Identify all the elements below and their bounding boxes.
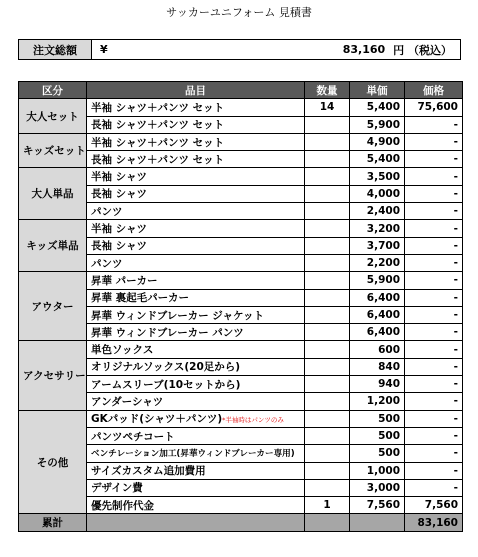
price-cell: 4,900 [350, 133, 405, 150]
qty-cell [305, 445, 350, 462]
price-cell: 940 [350, 376, 405, 393]
subtotal-label: 累計 [19, 514, 87, 531]
amount-cell: - [405, 220, 463, 237]
item-name: 半袖 シャツ [91, 223, 147, 236]
item-name: 半袖 シャツ＋パンツ セット [91, 136, 225, 149]
item-cell [87, 116, 305, 133]
price-cell: 7,560 [350, 497, 405, 514]
currency-symbol: ¥ [100, 43, 108, 56]
price-cell: 3,200 [350, 220, 405, 237]
price-cell: 5,900 [350, 116, 405, 133]
table-row [19, 341, 463, 358]
item-name: GKパッド(シャツ＋パンツ) [91, 413, 223, 426]
item-name: 昇華 ウィンドブレーカー パンツ [91, 326, 244, 339]
amount-cell: - [405, 358, 463, 375]
qty-cell [305, 427, 350, 444]
qty-cell [305, 272, 350, 289]
price-cell: 3,500 [350, 168, 405, 185]
amount-cell: - [405, 479, 463, 496]
qty-cell [305, 324, 350, 341]
amount-cell: - [405, 341, 463, 358]
order-total-amount: 83,160 [342, 43, 386, 56]
item-name: 長袖 シャツ [91, 240, 147, 253]
qty-cell [305, 185, 350, 202]
subtotal-spacer [350, 514, 405, 531]
category-cell: アクセサリー [19, 341, 87, 410]
order-total-value [92, 40, 460, 59]
price-cell: 6,400 [350, 306, 405, 323]
item-cell [87, 462, 305, 479]
category-cell: キッズ単品 [19, 220, 87, 272]
item-name: 半袖 シャツ [91, 171, 147, 184]
amount-cell: - [405, 324, 463, 341]
item-name: 長袖 シャツ [91, 188, 147, 201]
item-cell [87, 133, 305, 150]
amount-cell: - [405, 410, 463, 427]
qty-cell: 1 [305, 497, 350, 514]
table-row [19, 99, 463, 116]
price-cell: 4,000 [350, 185, 405, 202]
qty-cell [305, 393, 350, 410]
order-total-label: 注文総額 [19, 40, 92, 59]
price-cell: 6,400 [350, 324, 405, 341]
item-cell [87, 185, 305, 202]
price-cell: 5,900 [350, 272, 405, 289]
amount-cell: - [405, 185, 463, 202]
item-name: 半袖 シャツ＋パンツ セット [91, 101, 225, 114]
category-cell: 大人単品 [19, 168, 87, 220]
amount-cell: - [405, 289, 463, 306]
item-cell [87, 393, 305, 410]
price-cell: 1,200 [350, 393, 405, 410]
qty-cell [305, 168, 350, 185]
amount-cell: - [405, 133, 463, 150]
amount-cell: - [405, 272, 463, 289]
item-cell [87, 479, 305, 496]
order-total-unit: 円 （税込） [393, 43, 452, 57]
amount-cell: 75,600 [405, 99, 463, 116]
item-cell [87, 168, 305, 185]
item-name: アンダーシャツ [91, 395, 164, 408]
qty-cell [305, 410, 350, 427]
qty-cell [305, 306, 350, 323]
item-cell [87, 289, 305, 306]
item-cell [87, 306, 305, 323]
amount-cell: - [405, 393, 463, 410]
amount-cell: - [405, 151, 463, 168]
price-cell: 2,400 [350, 203, 405, 220]
qty-cell [305, 116, 350, 133]
qty-cell [305, 341, 350, 358]
table-row [19, 133, 463, 150]
item-cell [87, 497, 305, 514]
item-name: 昇華 裏起毛パーカー [91, 292, 189, 305]
subtotal-spacer [305, 514, 350, 531]
qty-cell: 14 [305, 99, 350, 116]
item-cell [87, 445, 305, 462]
estimate-body [19, 99, 463, 514]
item-name: 長袖 シャツ＋パンツ セット [91, 119, 225, 132]
table-row [19, 220, 463, 237]
amount-cell: - [405, 427, 463, 444]
item-name: パンツ [91, 257, 123, 270]
order-total [18, 39, 461, 60]
item-name: ベンチレーション加工(昇華ウィンドブレーカー専用) [91, 449, 295, 460]
price-cell: 500 [350, 410, 405, 427]
price-cell: 2,200 [350, 254, 405, 271]
price-cell: 5,400 [350, 151, 405, 168]
header-item: 品目 [87, 82, 305, 99]
item-cell [87, 203, 305, 220]
subtotal-row [19, 514, 463, 531]
qty-cell [305, 237, 350, 254]
qty-cell [305, 289, 350, 306]
qty-cell [305, 151, 350, 168]
amount-cell: - [405, 254, 463, 271]
item-name: オリジナルソックス(20足から) [91, 361, 241, 374]
item-cell [87, 358, 305, 375]
price-cell: 600 [350, 341, 405, 358]
amount-cell: - [405, 445, 463, 462]
item-name: 昇華 パーカー [91, 274, 158, 287]
qty-cell [305, 254, 350, 271]
qty-cell [305, 220, 350, 237]
qty-cell [305, 462, 350, 479]
item-name: 優先制作代金 [91, 499, 154, 512]
header-qty: 数量 [305, 82, 350, 99]
item-cell [87, 410, 305, 427]
amount-cell: - [405, 306, 463, 323]
amount-cell: - [405, 116, 463, 133]
item-name: パンツペチコート [91, 430, 175, 443]
table-row [19, 410, 463, 427]
category-cell: 大人セット [19, 99, 87, 134]
header-amount: 価格 [405, 82, 463, 99]
item-name: サイズカスタム追加費用 [91, 465, 206, 478]
price-cell: 1,000 [350, 462, 405, 479]
item-cell [87, 272, 305, 289]
item-name: 昇華 ウィンドブレーカー ジャケット [91, 309, 265, 322]
category-cell: アウター [19, 272, 87, 341]
estimate-table [18, 81, 463, 532]
amount-cell: - [405, 376, 463, 393]
item-cell [87, 324, 305, 341]
header-row [19, 82, 463, 99]
qty-cell [305, 133, 350, 150]
item-cell [87, 99, 305, 116]
item-cell [87, 220, 305, 237]
page-title: サッカーユニフォーム 見積書 [166, 6, 312, 19]
item-name: デザイン費 [91, 482, 143, 495]
price-cell: 500 [350, 445, 405, 462]
subtotal-spacer [87, 514, 305, 531]
item-name: 長袖 シャツ＋パンツ セット [91, 153, 225, 166]
amount-cell: - [405, 462, 463, 479]
item-cell [87, 427, 305, 444]
category-cell: その他 [19, 410, 87, 514]
qty-cell [305, 376, 350, 393]
price-cell: 500 [350, 427, 405, 444]
table-row [19, 168, 463, 185]
amount-cell: - [405, 203, 463, 220]
item-cell [87, 376, 305, 393]
amount-cell: - [405, 237, 463, 254]
amount-cell: - [405, 168, 463, 185]
item-cell [87, 341, 305, 358]
qty-cell [305, 203, 350, 220]
subtotal-amount: 83,160 [405, 514, 463, 531]
category-cell: キッズセット [19, 133, 87, 168]
price-cell: 840 [350, 358, 405, 375]
item-name: アームスリーブ(10セットから) [91, 378, 241, 391]
price-cell: 3,000 [350, 479, 405, 496]
item-cell [87, 151, 305, 168]
item-note: *半袖時はパンツのみ [222, 416, 284, 425]
header-category: 区分 [19, 82, 87, 99]
price-cell: 3,700 [350, 237, 405, 254]
item-cell [87, 237, 305, 254]
header-price: 単価 [350, 82, 405, 99]
qty-cell [305, 479, 350, 496]
item-cell [87, 254, 305, 271]
qty-cell [305, 358, 350, 375]
amount-cell: 7,560 [405, 497, 463, 514]
price-cell: 6,400 [350, 289, 405, 306]
item-name: 単色ソックス [91, 344, 154, 357]
price-cell: 5,400 [350, 99, 405, 116]
item-name: パンツ [91, 205, 123, 218]
table-row [19, 272, 463, 289]
